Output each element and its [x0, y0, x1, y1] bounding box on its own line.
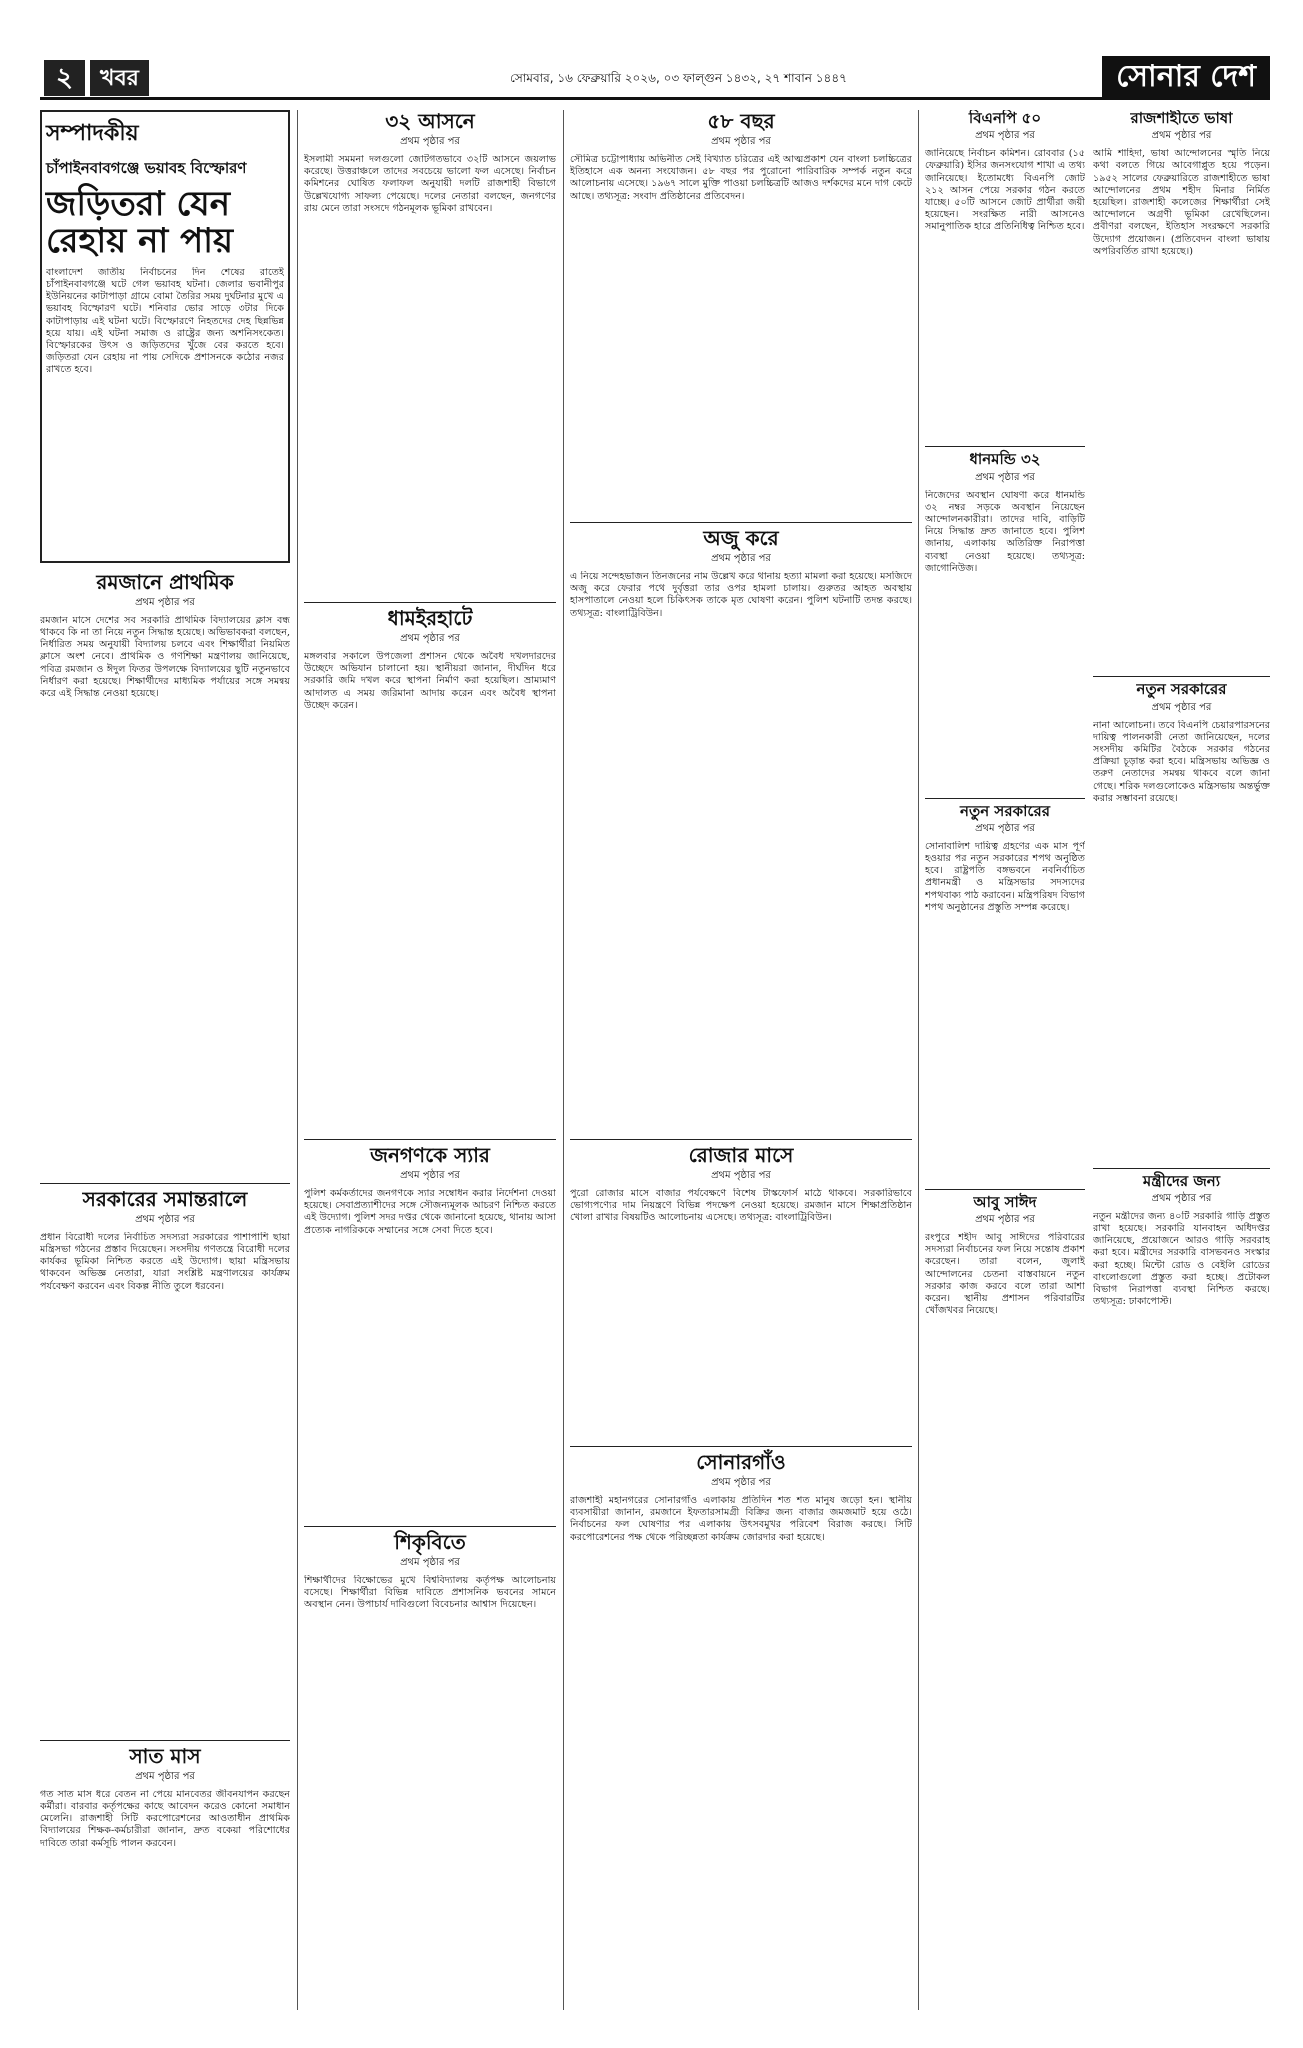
- continued-label: প্রথম পৃষ্ঠার পর: [711, 553, 771, 564]
- article-headline: ধামইরহাটে: [387, 606, 473, 630]
- article-body: গত সাত মাস ধরে বেতন না পেয়ে মানবেতর জীবনযাপন করছেন কর্মীরা। বারবার কর্তৃপক্ষের কাছে আবেদন করেও কোনো সমাধান মেলেনি। রাজশাহী সিটি করপোরেশনের আওতাধীন প্রাথমিক বিদ্যালয়ের শিক্ষক-কর্মচারীরা জানান, দ্রুত বকেয়া পরিশোধের দাবিতে তারা কর্মসূচি পালন করবেন।: [40, 1788, 290, 1849]
- article-body: নিজেদের অবস্থান ঘোষণা করে ধানমন্ডি ৩২ নম্বর সড়কে অবস্থান নিয়েছেন আন্দোলনকারীরা। তাদের দাবি, বাড়িটি নিয়ে সিদ্ধান্ত দ্রুত জানাতে হবে। পুলিশ জানায়, এলাকায় অতিরিক্ত নিরাপত্তা ব্যবস্থা নেওয়া হয়েছে। তথ্যসূত্র: জাগোনিউজ।: [925, 489, 1085, 574]
- article-rajshahi-language: [1093, 110, 1270, 668]
- article-body: সৌমিত্র চট্টোপাধ্যায় অভিনীত সেই বিখ্যাত চরিত্রের এই আত্মপ্রকাশ যেন বাংলা চলচ্চিত্রের ইতিহাসে এক অনন্য সংযোজন। ৫৮ বছর পর পুরোনো পারিবারিক সম্পর্ক নতুন করে আলোচনায় এসেছে। ১৯৬৭ সালে মুক্তি পাওয়া চলচ্চিত্রটি আজও দর্শকদের মনে দাগ কেটে আছে। তথ্যসূত্র: সংবাদ প্রতিষ্ঠানের প্রতিবেদন।: [570, 154, 912, 202]
- article-people-sir: [304, 1144, 556, 1518]
- continued-label: প্রথম পৃষ্ঠার পর: [135, 1213, 195, 1225]
- article-headline: জনগণকে স্যার: [370, 1143, 490, 1167]
- newspaper-logo: সোনার দেশ: [1102, 56, 1270, 98]
- continued-label: প্রথম পৃষ্ঠার পর: [1151, 701, 1212, 713]
- article-body: মঙ্গলবার সকালে উপজেলা প্রশাসন থেকে অবৈধ দখলদারদের উচ্ছেদে অভিযান চালানো হয়। স্থানীয়রা জানান, দীর্ঘদিন ধরে সরকারি জমি দখল করে স্থাপনা নির্মাণ করা হয়েছিল। ভ্রাম্যমাণ আদালত এ সময় জরিমানা আদায় করেন এবং অবৈধ স্থাপনা উচ্ছেদ করেন।: [304, 651, 556, 711]
- editorial-body: বাংলাদেশ জাতীয় নির্বাচনের দিন শেষের রাতেই চাঁপাইনবাবগঞ্জে ঘটে গেল ভয়াবহ ঘটনা। জেলার ভবানীপুর ইউনিয়নের কাটাপাড়া গ্রামে বোমা তৈরির সময় দুর্ঘটনার মুখে এ ভয়াবহ বিস্ফোরণ ঘটে। শনিবার ভোর সাড়ে ৩টার দিকে কাটাপাড়ায় এই ঘটনা ঘটে। বিস্ফোরণে নিহতদের দেহ ছিন্নভিন্ন হয়ে যায়। এই ঘটনা সমাজ ও রাষ্ট্রের জন্য অশনিসংকেত। বিস্ফোরকের উৎস ও জড়িতদের খুঁজে বের করতে হবে। জড়িতরা যেন রেহায় না পায় সেদিকে প্রশাসনকে কঠোর নজর রাখতে হবে।: [46, 266, 284, 376]
- article-govt-parallel: [40, 1188, 290, 1732]
- article-body: নানা আলোচনা। তবে বিএনপি চেয়ারপারসনের দায়িত্ব পালনকারী নেতা জানিয়েছেন, দলের সংসদীয় কমিটির বৈঠকে সরকার গঠনের প্রক্রিয়া চূড়ান্ত করা হবে। মন্ত্রিসভায় অভিজ্ঞ ও তরুণ নেতাদের সমন্বয় থাকবে বলে জানা গেছে। শরিক দলগুলোকেও মন্ত্রিসভায় অন্তর্ভুক্ত করার সম্ভাবনা রয়েছে।: [1093, 719, 1270, 804]
- article-headline: মন্ত্রীদের জন্য: [1142, 1171, 1221, 1190]
- continued-label: প্রথম পৃষ্ঠার পর: [975, 1214, 1035, 1225]
- column-divider: [918, 110, 919, 2010]
- article-body: প্রধান বিরোধী দলের নির্বাচিত সদস্যরা সরকারের পাশাপাশি ছায়া মন্ত্রিসভা গঠনের প্রস্তাব দিয়েছেন। সংসদীয় গণতন্ত্রে বিরোধী দলের কার্যকর ভূমিকা নিশ্চিত করতে এই উদ্যোগ। ছায়া মন্ত্রিসভায় থাকবেন অভিজ্ঞ নেতারা, যারা সংশ্লিষ্ট মন্ত্রণালয়ের কার্যক্রম পর্যবেক্ষণ করবেন এবং বিকল্প নীতি তুলে ধরবেন।: [40, 1231, 290, 1292]
- article-headline: সাত মাস: [129, 1743, 201, 1768]
- continued-label: প্রথম পৃষ্ঠার পর: [400, 1557, 460, 1568]
- article-headline: নতুন সরকারের: [960, 801, 1050, 820]
- column-divider: [297, 110, 298, 2010]
- masthead: [40, 60, 1270, 100]
- article-body: পুলিশ কর্মকর্তাদের জনগণকে স্যার সম্বোধন করার নির্দেশনা দেওয়া হয়েছে। সেবাপ্রত্যাশীদের সঙ্গে সৌজন্যমূলক আচরণ নিশ্চিত করতে এই উদ্যোগ। পুলিশ সদর দপ্তর থেকে জানানো হয়েছে, থানায় আসা প্রত্যেক নাগরিককে সম্মানের সঙ্গে সেবা দিতে হবে।: [304, 1188, 556, 1236]
- continued-label: প্রথম পৃষ্ঠার পর: [135, 1770, 195, 1782]
- continued-label: প্রথম পৃষ্ঠার পর: [400, 1170, 460, 1181]
- continued-label: প্রথম পৃষ্ঠার পর: [711, 1170, 771, 1181]
- continued-label: প্রথম পৃষ্ঠার পর: [711, 1477, 771, 1488]
- article-headline: সরকারের সমান্তরালে: [82, 1186, 248, 1211]
- editorial-subhead: চাঁপাইনবাবগঞ্জে ভয়াবহ বিস্ফোরণ: [46, 159, 247, 177]
- article-headline: শিকৃবিতে: [394, 1530, 466, 1554]
- article-headline: নতুন সরকারের: [1136, 680, 1227, 699]
- article-headline: রাজশাহীতে ভাষা: [1130, 110, 1233, 127]
- continued-label: প্রথম পৃষ্ঠার পর: [135, 596, 195, 608]
- article-fifty-eight-years: [570, 110, 912, 514]
- article-headline: ৫৮ বছর: [707, 110, 775, 133]
- article-for-ministers: [1093, 1173, 1270, 1991]
- continued-label: প্রথম পৃষ্ঠার পর: [975, 822, 1035, 834]
- column-1: [40, 110, 290, 2010]
- article-body: রাজশাহী মহানগরের সোনারগাঁও এলাকায় প্রতিদিন শত শত মানুষ জড়ো হন। স্থানীয় ব্যবসায়ীরা জানান, রমজানে ইফতারসামগ্রী বিক্রির জন্য বাজার জমজমাট হয়ে ওঠে। নির্বাচনের ফল ঘোষণার পর এলাকায় উৎসবমুখর পরিবেশ বিরাজ করছে। সিটি করপোরেশনের পক্ষ থেকে পরিচ্ছন্নতা কার্যক্রম জোরদার করা হয়েছে।: [570, 1495, 912, 1543]
- article-thirty-two-seats: [304, 110, 556, 594]
- article-body: পুরো রোজার মাসে বাজার পর্যবেক্ষণে বিশেষ টাস্কফোর্স মাঠে থাকবে। সরকারিভাবে ভোগ্যপণ্যের দাম নিয়ন্ত্রণে বিভিন্ন পদক্ষেপ নেওয়া হয়েছে। রমজান মাসে শিক্ষাপ্রতিষ্ঠান খোলা রাখার বিষয়টিও আলোচনায় এসেছে। তথ্যসূত্র: বাংলাট্রিবিউন।: [570, 1188, 912, 1224]
- continued-label: প্রথম পৃষ্ঠার পর: [1151, 1192, 1212, 1204]
- article-ozu-kore: [570, 527, 912, 1131]
- dateline: সোমবার, ১৬ ফেব্রুয়ারি ২০২৬, ০৩ ফাল্গুন ১৪৩২, ২৭ শাবান ১৪৪৭: [510, 71, 847, 85]
- article-rozar-mase: [570, 1144, 912, 1438]
- column-divider: [563, 110, 564, 2010]
- article-headline: ধানমন্ডি ৩২: [969, 450, 1041, 469]
- column-4: [925, 110, 1270, 2010]
- article-body: এ নিয়ে সন্দেহভাজন তিনজনের নাম উল্লেখ করে থানায় হত্যা মামলা করা হয়েছে। মসজিদে অজু করে ফেরার পথে দুর্বৃত্তরা তার ওপর হামলা চালায়। গুরুতর আহত অবস্থায় হাসপাতালে নেওয়া হলে চিকিৎসক তাকে মৃত ঘোষণা করেন। পুলিশ ঘটনাটি তদন্ত করছে। তথ্যসূত্র: বাংলাট্রিবিউন।: [570, 571, 912, 619]
- article-headline: সোনারগাঁও: [696, 1450, 786, 1474]
- article-seven-months: [40, 1745, 290, 2010]
- article-headline: বিএনপি ৫০: [968, 110, 1042, 127]
- article-body: আমি শাহিদা, ভাষা আন্দোলনের স্মৃতি নিয়ে কথা বলতে গিয়ে আবেগাপ্লুত হয়ে পড়েন। ১৯৫২ সালের ফেব্রুয়ারিতে রাজশাহীতে ভাষা আন্দোলনের প্রথম শহীদ মিনার নির্মিত হয়েছিল। রাজশাহী কলেজের শিক্ষার্থীরা সেই আন্দোলনে অগ্রণী ভূমিকা রেখেছিলেন। প্রবীণরা বলছেন, ইতিহাস সংরক্ষণে সরকারি উদ্যোগ প্রয়োজন। (প্রতিবেদন বাংলা ভাষায় অপরিবর্তিত রাখা হয়েছে।): [1093, 148, 1270, 257]
- column-2: [304, 110, 556, 2010]
- continued-label: প্রথম পৃষ্ঠার পর: [975, 130, 1035, 142]
- section-label: খবর: [90, 60, 149, 96]
- article-headline: রমজানে প্রাথমিক: [96, 569, 234, 594]
- continued-label: প্রথম পৃষ্ঠার পর: [400, 633, 460, 644]
- editorial-headline: জড়িতরা যেন রেহায় না পায়: [46, 184, 234, 262]
- article-body: জানিয়েছে নির্বাচন কমিশন। রোববার (১৫ ফেব্রুয়ারি) ইসির জনসংযোগ শাখা এ তথ্য জানিয়েছে। ইতোমধ্যে বিএনপি জোট ২১২ আসন পেয়ে সরকার গঠন করতে যাচ্ছে। ৫০টি আসনে জোট প্রার্থীরা জয়ী হয়েছেন। সংরক্ষিত নারী আসনেও সমানুপাতিক হারে প্রতিনিধিত্ব নিশ্চিত হবে।: [925, 148, 1085, 233]
- article-headline: অজু করে: [703, 526, 779, 550]
- continued-label: প্রথম পৃষ্ঠার পর: [711, 136, 771, 147]
- column-3: [570, 110, 912, 2010]
- continued-label: প্রথম পৃষ্ঠার পর: [1151, 130, 1212, 142]
- article-headline: রোজার মাসে: [688, 1143, 794, 1167]
- editorial: [40, 110, 290, 563]
- page-number: ২: [44, 60, 85, 96]
- article-bnp-fifty: [925, 110, 1085, 438]
- article-body: শিক্ষার্থীদের বিক্ষোভের মুখে বিশ্ববিদ্যালয় কর্তৃপক্ষ আলোচনায় বসেছে। শিক্ষার্থীরা বিভিন্ন দাবিতে প্রশাসনিক ভবনের সামনে অবস্থান নেন। উপাচার্য দাবিগুলো বিবেচনার আশ্বাস দিয়েছেন।: [304, 1575, 556, 1611]
- article-new-govt-2: [1093, 681, 1270, 1159]
- article-body: রমজান মাসে দেশের সব সরকারি প্রাথমিক বিদ্যালয়ের ক্লাস বন্ধ থাকবে কি না তা নিয়ে নতুন সিদ্ধান্ত হয়েছে। অভিভাবকরা বলছেন, নির্ধারিত সময় অনুযায়ী বিদ্যালয় চলবে এবং শিক্ষার্থীরা নিয়মিত ক্লাসে অংশ নেবে। প্রাথমিক ও গণশিক্ষা মন্ত্রণালয় জানিয়েছে, পবিত্র রমজান ও ঈদুল ফিতর উপলক্ষে বিদ্যালয়ের ছুটি নতুনভাবে নির্ধারণ করা হয়েছে। শিক্ষার্থীদের মাধ্যমিক পর্যায়ের সঙ্গে সমন্বয় করে এই সিদ্ধান্ত নেওয়া হয়েছে।: [40, 614, 290, 699]
- article-body: নতুন মন্ত্রীদের জন্য ৪০টি সরকারি গাড়ি প্রস্তুত রাখা হয়েছে। সরকারি যানবাহন অধিদপ্তর জানিয়েছে, প্রয়োজনে আরও গাড়ি সরবরাহ করা হবে। মন্ত্রীদের সরকারি বাসভবনও সংস্কার করা হচ্ছে। মিন্টো রোড ও বেইলি রোডের বাংলোগুলো প্রস্তুত করা হচ্ছে। প্রটোকল বিভাগ নিরাপত্তা ব্যবস্থা নিশ্চিত করছে। তথ্যসূত্র: ঢাকাপোস্ট।: [1093, 1210, 1270, 1308]
- article-ramadan-primary: [40, 571, 290, 1175]
- article-dhamairhat: [304, 607, 556, 1131]
- article-abu-sayeed: [925, 1194, 1085, 1912]
- article-headline: ৩২ আসনে: [385, 110, 475, 133]
- article-new-govt-1: [925, 803, 1085, 1181]
- article-sonargaon: [570, 1451, 912, 1975]
- continued-label: প্রথম পৃষ্ঠার পর: [975, 471, 1035, 483]
- editorial-label: সম্পাদকীয়: [46, 120, 139, 146]
- continued-label: প্রথম পৃষ্ঠার পর: [400, 136, 460, 147]
- article-shikribite: [304, 1531, 556, 1975]
- article-dhanmondi-32: [925, 451, 1085, 789]
- article-body: সোনাবালিশ দায়িত্ব গ্রহণের এক মাস পূর্ণ হওয়ার পর নতুন সরকারের শপথ অনুষ্ঠিত হবে। রাষ্ট্রপতি বঙ্গভবনে নবনির্বাচিত প্রধানমন্ত্রী ও মন্ত্রিসভার সদস্যদের শপথবাক্য পাঠ করাবেন। মন্ত্রিপরিষদ বিভাগ শপথ অনুষ্ঠানের প্রস্তুতি সম্পন্ন করেছে।: [925, 840, 1085, 913]
- article-headline: আবু সাঈদ: [973, 1192, 1037, 1211]
- article-body: রংপুরে শহীদ আবু সাঈদের পরিবারের সদস্যরা নির্বাচনের ফল নিয়ে সন্তোষ প্রকাশ করেছেন। তারা বলেন, জুলাই আন্দোলনের চেতনা বাস্তবায়নে নতুন সরকার কাজ করবে বলে তারা আশা করেন। স্থানীয় প্রশাসন পরিবারটির খোঁজখবর নিয়েছে।: [925, 1232, 1085, 1317]
- article-body: ইসলামী সমমনা দলগুলো জোটগতভাবে ৩২টি আসনে জয়লাভ করেছে। উত্তরাঞ্চলে তাদের সবচেয়ে ভালো ফল এসেছে। নির্বাচন কমিশনের ঘোষিত ফলাফল অনুযায়ী দলটি রাজশাহী বিভাগে উল্লেখযোগ্য সাফল্য পেয়েছে। দলের নেতারা বলছেন, জনগণের রায় মেনে তারা সংসদে গঠনমূলক ভূমিকা রাখবেন।: [304, 154, 556, 214]
